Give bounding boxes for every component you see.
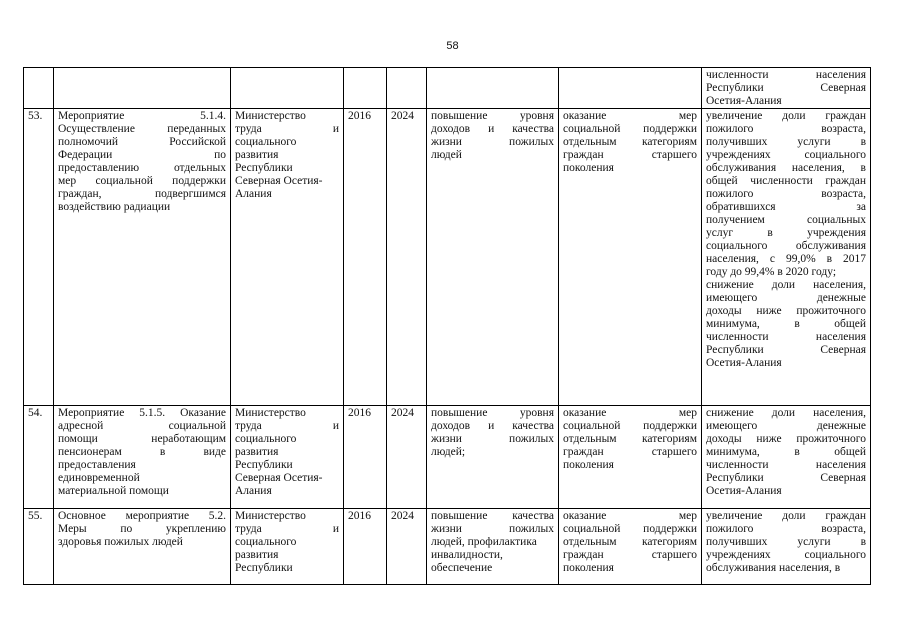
- indicator-cell: [702, 509, 871, 585]
- text-line: снижение доли населения,: [706, 407, 866, 419]
- text-line: учреждениях социального: [706, 149, 866, 161]
- text-line: численности населения: [706, 331, 866, 343]
- text-line: социальной поддержки: [563, 420, 697, 432]
- direction-cell: [559, 406, 702, 509]
- text-line: Республики: [235, 459, 293, 471]
- text-line: поколения: [563, 562, 614, 574]
- table-row: [24, 509, 871, 585]
- text-line: Северная Осетия-: [235, 175, 323, 187]
- executor-cell: [231, 509, 344, 585]
- text-line: отдельным категориям: [563, 136, 697, 148]
- start-year: 2016: [344, 406, 387, 509]
- executor-cell: [231, 406, 344, 509]
- direction-cell: [559, 109, 702, 406]
- text-line: снижение доли населения,: [706, 279, 866, 291]
- text-line: граждан старшего: [563, 149, 697, 161]
- start-year: 2016: [344, 509, 387, 585]
- text-line: жизни пожилых: [431, 136, 554, 148]
- text-line: граждан старшего: [563, 549, 697, 561]
- text-line: развития: [235, 149, 279, 161]
- direction-cell: [559, 509, 702, 585]
- text-line: Республики Северная: [706, 82, 866, 94]
- text-line: людей: [431, 149, 462, 161]
- text-line: Мероприятие 5.1.4.: [58, 110, 226, 122]
- text-line: Республики Северная: [706, 472, 866, 484]
- text-line: имеющего денежные: [706, 420, 866, 432]
- text-line: Республики Северная: [706, 344, 866, 356]
- text-line: Министерство: [235, 407, 306, 419]
- text-line: оказание мер: [563, 510, 697, 522]
- text-line: получивших услуги в: [706, 136, 866, 148]
- text-line: доходов и качества: [431, 420, 554, 432]
- text-line: инвалидности,: [431, 549, 503, 561]
- result-cell: [427, 406, 559, 509]
- text-line: Осетия-Алания: [706, 485, 782, 497]
- text-line: социального: [235, 433, 297, 445]
- text-line: Министерство: [235, 510, 306, 522]
- indicator-cell: [702, 109, 871, 406]
- executor-cell: [231, 109, 344, 406]
- text-line: мер социальной поддержки: [58, 175, 226, 187]
- continuation-row: [24, 68, 871, 109]
- text-line: Осетия-Алания: [706, 95, 782, 107]
- text-line: учреждениях социального: [706, 549, 866, 561]
- table-row: [24, 109, 871, 406]
- text-line: обеспечение: [431, 562, 493, 574]
- text-line: Республики: [235, 162, 293, 174]
- text-line: имеющего денежные: [706, 292, 866, 304]
- text-line: труда и: [235, 123, 339, 135]
- text-line: социальной поддержки: [563, 523, 697, 535]
- text-line: повышение уровня: [431, 407, 554, 419]
- text-line: развития: [235, 446, 279, 458]
- text-line: труда и: [235, 523, 339, 535]
- text-line: труда и: [235, 420, 339, 432]
- text-line: здоровья пожилых людей: [58, 536, 183, 548]
- program-events-table: [23, 67, 871, 585]
- text-line: Федерации по: [58, 149, 226, 161]
- text-line: доходы ниже прожиточного: [706, 305, 866, 317]
- text-line: численности населения: [706, 69, 866, 81]
- text-line: населения, с 99,0% в 2017: [706, 253, 866, 265]
- event-cell: [54, 509, 231, 585]
- text-line: людей;: [431, 446, 466, 458]
- text-line: пожилого возраста,: [706, 123, 866, 135]
- text-line: Мероприятие 5.1.5. Оказание: [58, 407, 226, 419]
- text-line: минимума, в общей: [706, 446, 866, 458]
- text-line: Северная Осетия-: [235, 472, 323, 484]
- start-year: 2016: [344, 109, 387, 406]
- text-line: оказание мер: [563, 110, 697, 122]
- text-line: обслуживания населения, в: [706, 162, 866, 174]
- text-line: повышение качества: [431, 510, 554, 522]
- text-line: отдельным категориям: [563, 433, 697, 445]
- text-line: обслуживания населения, в: [706, 562, 841, 574]
- text-line: оказание мер: [563, 407, 697, 419]
- text-line: поколения: [563, 162, 614, 174]
- text-line: материальной помощи: [58, 485, 169, 497]
- text-line: предоставления: [58, 459, 136, 471]
- text-line: году до 99,4% в 2020 году;: [706, 266, 837, 278]
- text-line: получивших услуги в: [706, 536, 866, 548]
- text-line: адресной социальной: [58, 420, 226, 432]
- text-line: социальной поддержки: [563, 123, 697, 135]
- text-line: жизни пожилых: [431, 433, 554, 445]
- text-line: социального: [235, 136, 297, 148]
- text-line: доходов и качества: [431, 123, 554, 135]
- text-line: Основное мероприятие 5.2.: [58, 510, 226, 522]
- continuation-indicator-cell: [702, 68, 871, 109]
- text-line: Осетия-Алания: [706, 357, 782, 369]
- text-line: услуг в учреждения: [706, 227, 866, 239]
- row-number: 53.: [24, 109, 54, 406]
- text-line: предоставлению отдельных: [58, 162, 226, 174]
- text-line: людей, профилактика: [431, 536, 537, 548]
- text-line: жизни пожилых: [431, 523, 554, 535]
- text-line: воздействию радиации: [58, 201, 171, 213]
- text-line: общей численности граждан: [706, 175, 866, 187]
- text-line: повышение уровня: [431, 110, 554, 122]
- text-line: помощи неработающим: [58, 433, 226, 445]
- end-year: 2024: [387, 509, 427, 585]
- text-line: Осуществление переданных: [58, 123, 226, 135]
- text-line: поколения: [563, 459, 614, 471]
- text-line: социального: [235, 536, 297, 548]
- text-line: граждан, подвергшимся: [58, 188, 226, 200]
- indicator-cell: [702, 406, 871, 509]
- text-line: численности населения: [706, 459, 866, 471]
- result-cell: [427, 109, 559, 406]
- table-row: [24, 406, 871, 509]
- event-cell: [54, 109, 231, 406]
- text-line: увеличение доли граждан: [706, 510, 866, 522]
- end-year: 2024: [387, 109, 427, 406]
- text-line: социального обслуживания: [706, 240, 866, 252]
- row-number: 55.: [24, 509, 54, 585]
- page-number: 58: [446, 40, 459, 52]
- text-line: отдельным категориям: [563, 536, 697, 548]
- event-cell: [54, 406, 231, 509]
- text-line: минимума, в общей: [706, 318, 866, 330]
- text-line: получением социальных: [706, 214, 866, 226]
- text-line: пожилого возраста,: [706, 523, 866, 535]
- text-line: Меры по укреплению: [58, 523, 226, 535]
- text-line: единовременной: [58, 472, 140, 484]
- text-line: полномочий Российской: [58, 136, 226, 148]
- text-line: Республики: [235, 562, 293, 574]
- text-line: пожилого возраста,: [706, 188, 866, 200]
- text-line: Алания: [235, 188, 272, 200]
- text-line: увеличение доли граждан: [706, 110, 866, 122]
- text-line: пенсионерам в виде: [58, 446, 226, 458]
- result-cell: [427, 509, 559, 585]
- end-year: 2024: [387, 406, 427, 509]
- text-line: доходы ниже прожиточного: [706, 433, 866, 445]
- text-line: развития: [235, 549, 279, 561]
- text-line: Алания: [235, 485, 272, 497]
- row-number: 54.: [24, 406, 54, 509]
- text-line: обратившихся за: [706, 201, 866, 213]
- text-line: Министерство: [235, 110, 306, 122]
- text-line: граждан старшего: [563, 446, 697, 458]
